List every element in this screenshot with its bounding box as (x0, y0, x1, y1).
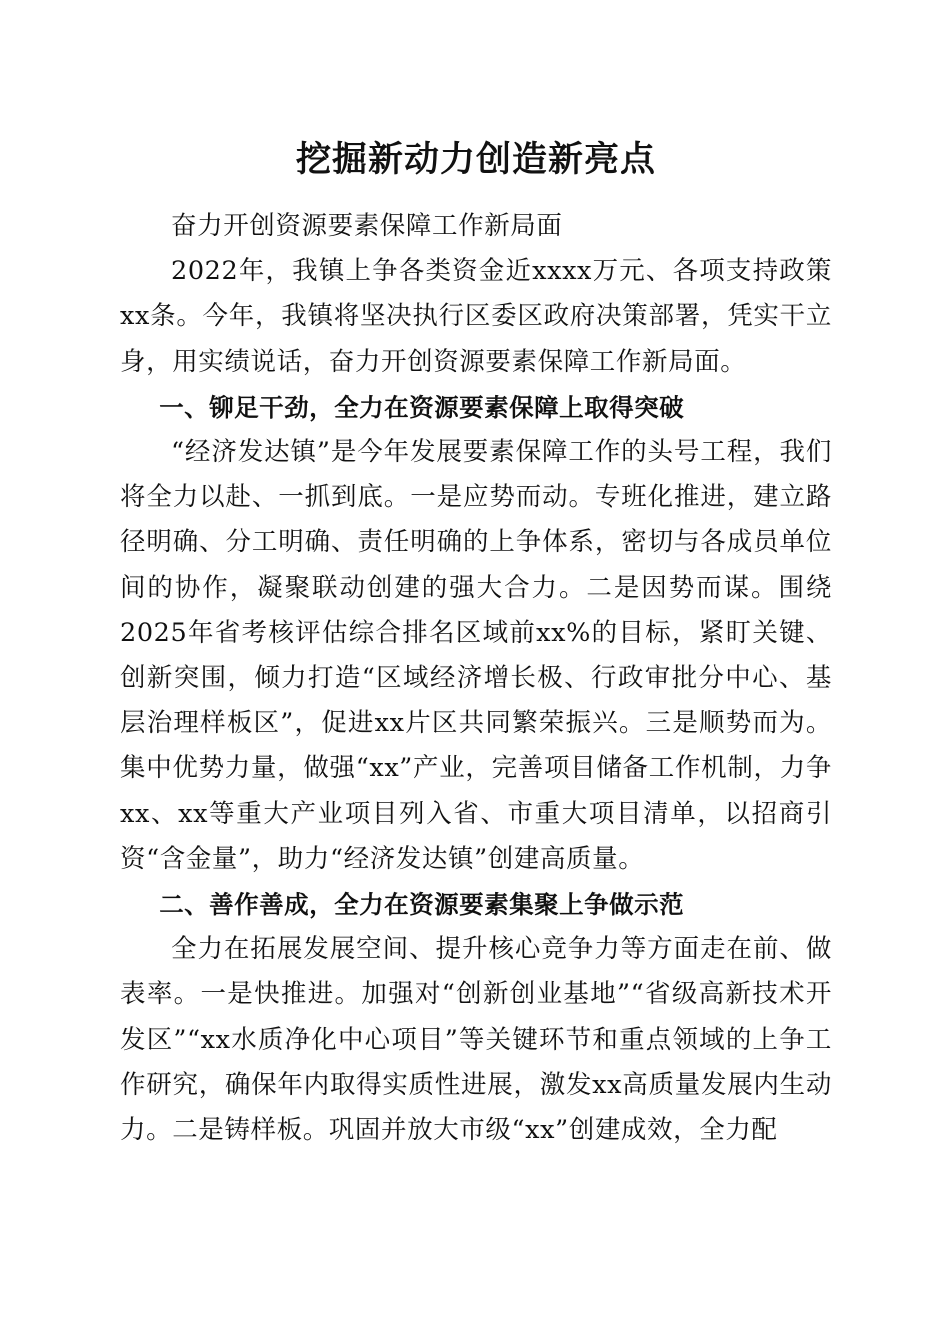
section-1-body: “经济发达镇”是今年发展要素保障工作的头号工程，我们将全力以赴、一抓到底。一是应势而动。专班化推进，建立路径明确、分工明确、责任明确的上争体系，密切与各成员单位间的协作，凝聚联动创建的强大合力。二是因势而谋。围绕2025年省考核评估综合排名区域前xx%的目标，紧盯关键、创新突围，倾力打造“区域经济增长极、行政审批分中心、基层治理样板区”，促进xx片区共同繁荣振兴。三是顺势而为。集中优势力量，做强“xx”产业，完善项目储备工作机制，力争xx、xx等重大产业项目列入省、市重大项目清单，以招商引资“含金量”，助力“经济发达镇”创建高质量。 (120, 437, 832, 874)
document-subtitle: 奋力开创资源要素保障工作新局面 (171, 211, 563, 241)
section-1-heading: 一、铆足干劲，全力在资源要素保障上取得突破 (159, 392, 685, 422)
intro-paragraph: 2022年，我镇上争各类资金近xxxx万元、各项支持政策xx条。今年，我镇将坚决执行区委区政府决策部署，凭实干立身，用实绩说话，奋力开创资源要素保障工作新局面。 (120, 256, 832, 377)
section-2-body: 全力在拓展发展空间、提升核心竞争力等方面走在前、做表率。一是快推进。加强对“创新创业基地”“省级高新技术开发区”“xx水质净化中心项目”等关键环节和重点领域的上争工作研究，确保年内取得实质性进展，激发xx高质量发展内生动力。二是铸样板。巩固并放大市级“xx”创建成效，全力配 (120, 934, 832, 1146)
document-page (120, 132, 832, 1153)
section-2-heading: 二、善作善成，全力在资源要素集聚上争做示范 (159, 890, 685, 920)
document-title: 挖掘新动力创造新亮点 (295, 140, 656, 180)
